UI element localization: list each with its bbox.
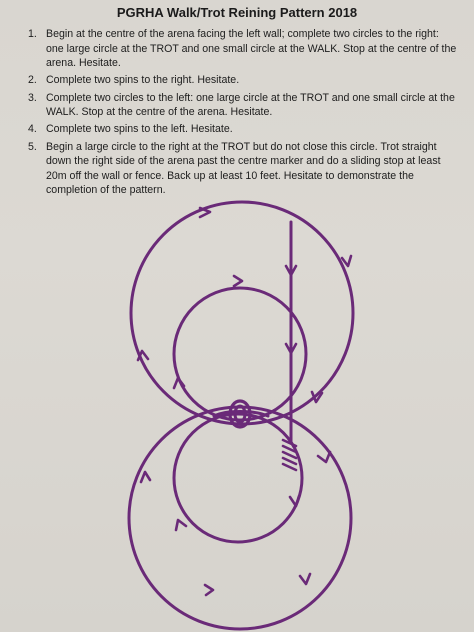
step-number: 3. [28, 91, 37, 104]
step-number: 1. [28, 28, 37, 40]
arrowhead-icon [176, 520, 186, 530]
step-number: 5. [28, 140, 37, 153]
step-number: 4. [28, 123, 37, 136]
step-text: Begin a large circle to the right at the TROT but do not close this circle. Trot straight down the right side of the arena past the centre marker and do a sliding stop at least 20m off the wall or fence. Back up at least 10 feet. Hesitate to demonstrate the completion of the pattern. [46, 140, 441, 197]
lower-large-circle [129, 407, 351, 629]
stop-hatch-mark [283, 452, 296, 458]
stop-hatch-mark [283, 458, 296, 464]
arrowhead-icon [234, 276, 242, 286]
arrowhead-icon [318, 452, 330, 462]
arrowhead-icon [290, 496, 299, 506]
step-text: Complete two spins to the left. Hesitate. [46, 123, 233, 136]
arrowhead-icon [205, 585, 213, 595]
arrowhead-icon [141, 472, 150, 482]
step-text: Complete two spins to the right. Hesitate. [46, 74, 240, 87]
stop-hatch-mark [283, 464, 296, 470]
step-number: 2. [28, 74, 37, 87]
step-text: Begin at the centre of the arena facing the left wall; complete two circles to the right: one large circle at the TROT and one small circle at the WALK. Stop at the centre of the arena. Hesitate. [46, 28, 457, 70]
arrowhead-icon [200, 208, 210, 217]
page-title: PGRHA Walk/Trot Reining Pattern 2018 [116, 5, 358, 20]
upper-large-circle [131, 202, 353, 424]
lower-small-circle [174, 414, 302, 542]
arrowhead-icon [300, 574, 310, 584]
step-text: Complete two circles to the left: one large circle at the TROT and one small circle at the WALK. Stop at the centre of the arena. Hesitate. [46, 91, 455, 119]
